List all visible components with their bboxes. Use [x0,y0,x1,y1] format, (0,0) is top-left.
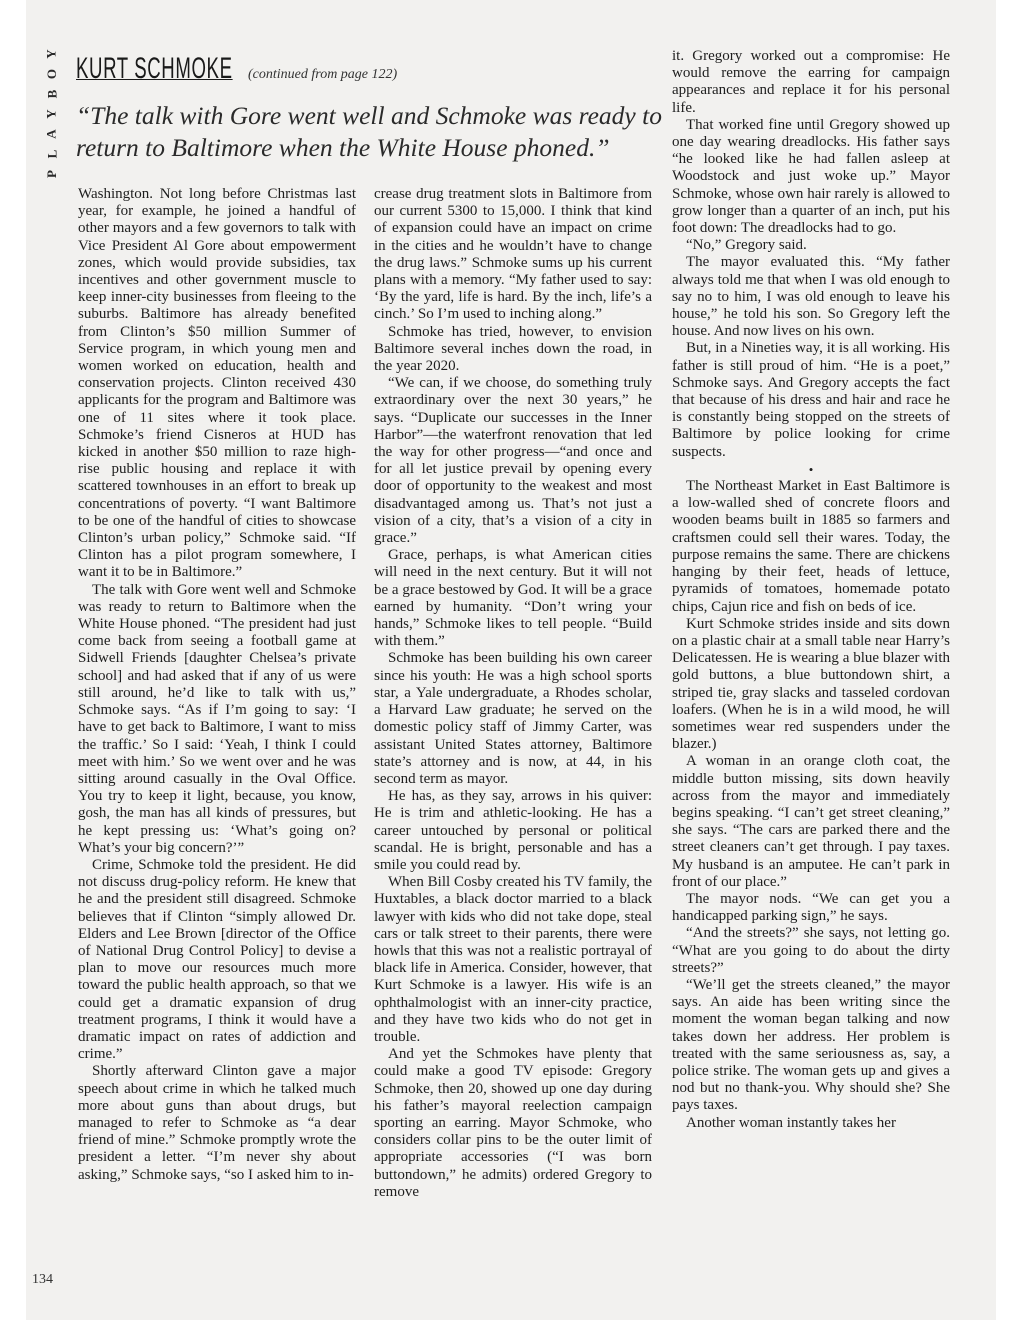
body-paragraph: Grace, perhaps, is what American cities will need in the next century. But it will not be a grace bestowed by God. It will be a grace earned by humanity. “Don’t wring your hands,” Schmoke likes to tell people. “Build with them.” [374,547,652,650]
body-paragraph: And yet the Schmokes have plenty that could make a good TV episode: Gregory Schmoke, then 20, showed up one day during his father’s mayoral reelection campaign sporting an earring. Mayor Schmoke, who considers collar pins to be the outer limit of appropriate accessories (“I was born buttondown,” he admits) ordered Gregory to remove [374,1046,652,1200]
body-paragraph: crease drug treatment slots in Baltimore from our current 5300 to 15,000. I think that kind of expansion could have an impact on crime in the cities and he wouldn’t have to change the drug laws.” Schmoke sums up his current plans with a memory. “My father used to say: ‘By the yard, life is hard. By the inch, life’s a cinch.’ So I’m used to inching along.” [374,186,652,323]
body-paragraph: That worked fine until Gregory showed up one day wearing dreadlocks. His father says “he looked like he had fallen asleep at Woodstock and just woke up.” Mayor Schmoke, whose own hair rarely is allowed to grow longer than a quarter of an inch, put his foot down: The dreadlocks had to go. [672,116,950,237]
section-separator: • [808,461,814,477]
body-paragraph: Schmoke has been building his own career since his youth: He was a high school sports star, a Yale undergraduate, a Rhodes scholar, a Harvard Law graduate; he served on the domestic policy staff of Jimmy Carter, was assistant United States attorney, Baltimore state’s attorney and is now, at 44, in his second term as mayor. [374,650,652,787]
body-paragraph: Shortly afterward Clinton gave a major speech about crime in which he talked much more about guns than about drugs, but managed to refer to Schmoke as “a dear friend of mine.” Schmoke promptly wrote the president a letter. “I’m never shy about asking,” Schmoke says, “so I asked him to in- [78,1063,356,1183]
body-paragraph: it. Gregory worked out a compromise: He would remove the earring for campaign appearances and replace it for his personal life. [672,48,950,116]
body-paragraph: Schmoke has tried, however, to envision Baltimore several inches down the road, in the year 2020. [374,323,652,375]
body-paragraph: Another woman instantly takes her [686,1114,896,1131]
magazine-letter: O [44,68,59,80]
magazine-letter: B [43,89,59,99]
body-paragraph: Kurt Schmoke strides inside and sits down on a plastic chair at a small table near Harry’s Delicatessen. He is wearing a blue blazer with gold buttons, a blue buttondown shirt, a striped tie, gray slacks and tasseled cordovan loafers. (When he is in a wild mood, he will sometimes wear red suspenders under the blazer.) [672,615,950,753]
text-column-2 [374,186,652,1201]
body-paragraph: The talk with Gore went well and Schmoke was ready to return to Baltimore when the White House phoned. “The president had just come back from seeing a football game at Sidwell Friends [daughter Chelsea’s private school] and had asked that if any of us were still around, he’d like to talk with us,” Schmoke says. “As if I’m going to say: ‘I have to get back to Baltimore, I want to miss the traffic.’ So I said: ‘Yeah, I think I could meet with him.’ So we went over and he was sitting around casually in the Oval Office. You try to keep it light, because, you know, gosh, the man has all kinds of pressures, but he kept pressing us: ‘What’s going on? What’s your big concern?’” [78,581,356,856]
magazine-letter: A [43,129,59,139]
body-paragraph: “We’ll get the streets cleaned,” the mayor says. An aide has been writing since the moment the woman began talking and now takes down her address. Her problem is treated with the same seriousness as, say, a police strike. The woman gets up and gives a nod but no thank-you. Why should she? She pays taxes. [672,976,950,1114]
body-paragraph: “And the streets?” she says, not letting go. “What are you going to do about the dirty streets?” [672,925,950,976]
body-paragraph: The mayor nods. “We can get you a handicapped parking sign,” he says. [672,890,950,925]
body-paragraph: He has, as they say, arrows in his quiver: He is trim and athletic-looking. He has a career untouched by personal or political scandal. He is bright, personable and has a smile you could read by. [374,788,652,873]
body-paragraph: “We can, if we choose, do something truly extraordinary over the next 30 years,” he says. “Duplicate our successes in the Inner Harbor”—the waterfront renovation that led the way for other progress—“and once and for all let justice prevail by opening every door of opportunity to the weakest and most disadvantaged among us. That’s not just a vision of a city, that’s a vision of a city in grace.” [374,375,652,547]
magazine-letter: Y [43,49,59,59]
text-column-3 [672,48,950,1132]
page-number: 134 [32,1272,53,1287]
body-paragraph: Washington. Not long before Christmas last year, for example, he joined a handful of other mayors and a few governors to talk with Vice President Al Gore about empowerment zones, which would provide subsidies, tax incentives and other government muscle to keep inner-city businesses from fleeing to the suburbs. Baltimore has already benefited from Clinton’s $50 million Summer of Service program, in which young men and women worked on education, health and conservation projects. Clinton received 430 applicants for the program and Baltimore was one of 11 sites where it took place. Schmoke’s friend Cisneros at HUD has kicked in another $50 million to raze high-rise public housing and replace it with scattered townhouses in an effort to break up concentrations of poverty. “I want Baltimore to be one of the handful of cities to showcase Clinton’s urban policy,” Schmoke said. “If Clinton has a pilot program somewhere, I want it to be in Baltimore.” [78,186,356,581]
magazine-letter: P [43,170,59,178]
body-paragraph: “No,” Gregory said. [686,237,807,254]
body-paragraph: Crime, Schmoke told the president. He did not discuss drug-policy reform. He knew that he and the president still disagreed. Schmoke believes that if Clinton “simply allowed Dr. Elders and Lee Brown [director of the Office of National Drug Control Policy] to devise a plan to move our resources much more toward the public health approach, so that we could get a dramatic expansion of drug treatment programs, I think it would have a dramatic impact on rates of addiction and crime.” [78,856,356,1063]
body-paragraph: The mayor evaluated this. “My father always told me that when I was old enough to say no to him, I was old enough to leave his house,” he told his son. So Gregory left the house. And now lives on his own. [672,254,950,340]
body-paragraph: A woman in an orange cloth coat, the middle button missing, sits down heavily across from the mayor and immediately begins speaking. “I can’t get street cleaning,” she says. “The cars are parked there and the street cleaners can’t get through. I pay taxes. My husband is an amputee. He can’t park in front of our place.” [672,753,950,890]
body-paragraph: The Northeast Market in East Baltimore is a low-walled shed of concrete floors and wooden beams built in 1885 so farmers and craftsmen could sell their wares. Today, the purpose remains the same. There are chickens hanging by their feet, heads of lettuce, pyramids of tomatoes, homemade potato chips, Cajun rice and fish on beds of ice. [672,478,950,615]
body-paragraph: But, in a Nineties way, it is all working. His father is still proud of him. “He is a poet,” Schmoke says. And Gregory accepts the fact that because of his dress and hair and race he is constantly being stopped on the streets of Baltimore by police looking for crime suspects. [672,340,950,460]
magazine-letter: L [43,149,59,159]
pull-quote: “The talk with Gore went well and Schmoke was ready to return to Baltimore when the White House phoned.” [76,101,662,162]
article-title: KURT SCHMOKE [76,52,233,85]
body-paragraph: When Bill Cosby created his TV family, the Huxtables, a black doctor married to a black lawyer with kids who did not take dope, steal cars or talk street to their parents, there were howls that this was not a realistic portrayal of black life in America. Consider, however, that Kurt Schmoke is a lawyer. His wife is an ophthalmologist with an inner-city practice, and they have two kids who do not get in trouble. [374,874,652,1045]
magazine-letter: Y [43,109,59,119]
continued-note: (continued from page 122) [248,67,398,82]
text-column-1 [78,186,356,1184]
magazine-name-vertical [43,44,61,184]
article-header [76,52,397,86]
